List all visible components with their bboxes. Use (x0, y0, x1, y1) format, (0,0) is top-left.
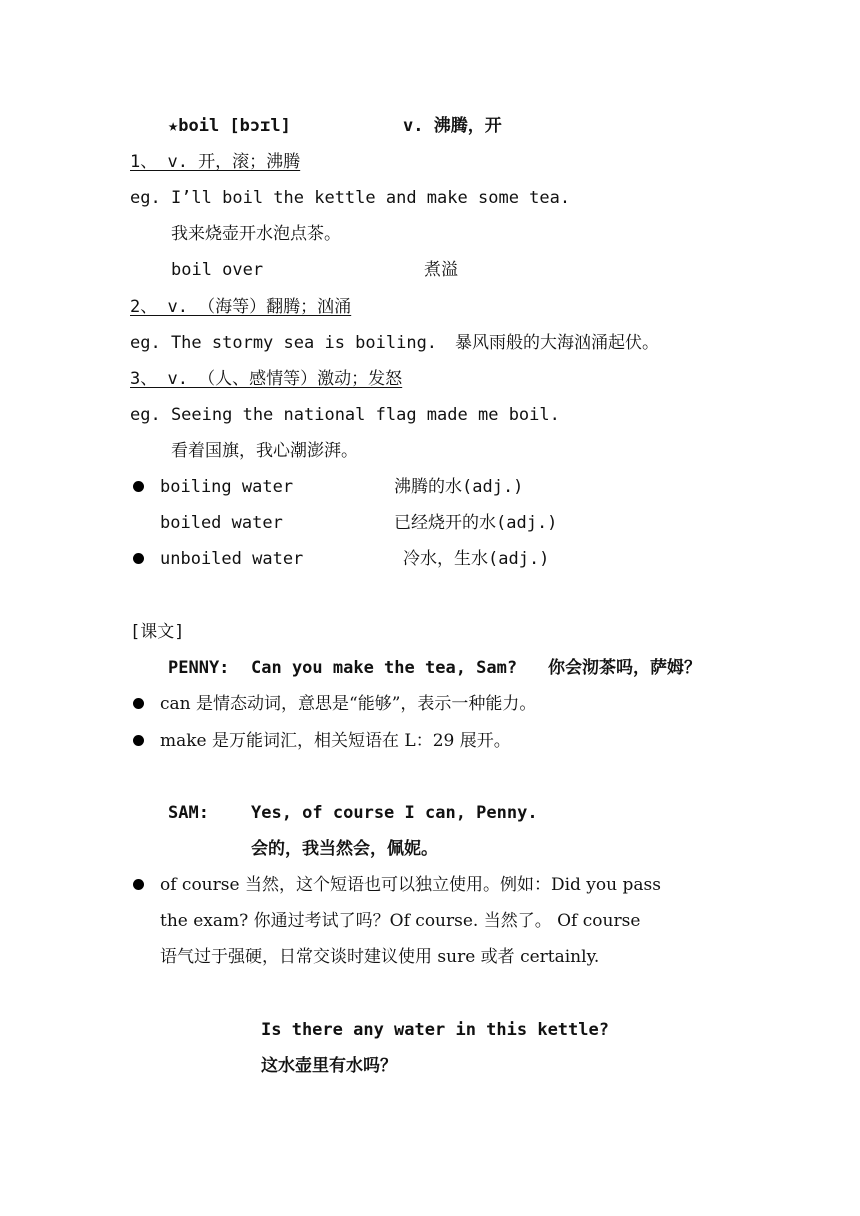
bullet-icon (133, 879, 144, 890)
sam-line-zh: 会的，我当然会，佩妮。 (251, 839, 438, 859)
sense-1-phrase-meaning: 煮溢 (424, 260, 458, 280)
penny-line-zh: 你会沏茶吗，萨姆？ (548, 658, 701, 678)
penny-speaker: PENNY: (168, 658, 230, 678)
sense-3-translation: 看着国旗，我心潮澎湃。 (171, 441, 358, 461)
sense-2-translation: 暴风雨般的大海汹涌起伏。 (455, 333, 659, 353)
collocation-3-en: unboiled water (160, 549, 304, 569)
note-of-course-2: the exam? 你通过考试了吗？Of course. 当然了。 Of course (160, 911, 641, 931)
sense-2-heading: 2、 v. （海等）翻腾；汹涌 (130, 297, 352, 317)
bullet-icon (133, 481, 144, 492)
note-make: make 是万能词汇，相关短语在 L：29 展开。 (160, 731, 511, 751)
bullet-icon (133, 735, 144, 746)
sense-1-heading: 1、 v. 开，滚；沸腾 (130, 152, 301, 172)
sam-line-en: Yes, of course I can, Penny. (251, 803, 538, 823)
line3-en: Is there any water in this kettle? (261, 1020, 609, 1040)
bullet-icon (133, 698, 144, 709)
penny-line-en: Can you make the tea, Sam? (251, 658, 518, 678)
collocation-1-zh: 沸腾的水(adj.) (394, 477, 524, 497)
note-of-course-1: of course 当然，这个短语也可以独立使用。例如：Did you pass (160, 875, 661, 895)
note-can: can 是情态动词，意思是“能够”，表示一种能力。 (160, 694, 537, 714)
sense-3-example: eg. Seeing the national flag made me boil. (130, 405, 560, 425)
collocation-3-zh: 冷水，生水(adj.) (403, 549, 550, 569)
collocation-2-en: boiled water (160, 513, 283, 533)
sense-2-example: eg. The stormy sea is boiling. (130, 333, 438, 353)
sense-3-heading: 3、 v. （人、感情等）激动；发怒 (130, 369, 403, 389)
sense-1-example: eg. I’ll boil the kettle and make some tea. (130, 188, 571, 208)
collocation-1-en: boiling water (160, 477, 294, 497)
section-title: [课文] (130, 622, 185, 642)
sam-speaker: SAM: (168, 803, 209, 823)
note-of-course-3: 语气过于强硬，日常交谈时建议使用 sure 或者 certainly. (160, 947, 600, 967)
collocation-2-zh: 已经烧开的水(adj.) (394, 513, 558, 533)
bullet-icon (133, 553, 144, 564)
headword-meaning: v. 沸腾，开 (403, 116, 502, 136)
sense-1-phrase: boil over (171, 260, 264, 280)
headword: ★boil [bɔɪl] (168, 116, 291, 136)
sense-1-translation: 我来烧壶开水泡点茶。 (171, 224, 341, 244)
line3-zh: 这水壶里有水吗？ (261, 1056, 397, 1076)
